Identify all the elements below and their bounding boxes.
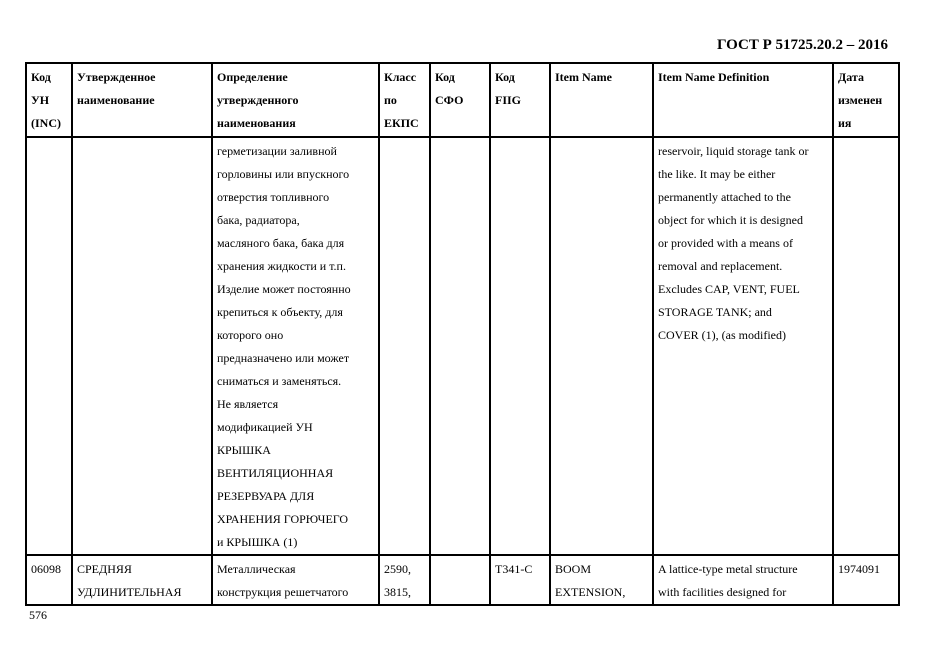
cell-line: the like. It may be either bbox=[658, 167, 776, 181]
cell-line: T341-C bbox=[495, 562, 533, 576]
header-line: Item Name Definition bbox=[658, 70, 770, 84]
cell-item-name-definition bbox=[653, 137, 833, 555]
cell-line: 3815, bbox=[384, 585, 411, 599]
cell-line: хранения жидкости и т.п. bbox=[217, 259, 346, 273]
header-line: Код bbox=[495, 70, 515, 84]
column-header-ekps-class bbox=[379, 63, 430, 137]
cell-line: и КРЫШКА (1) bbox=[217, 535, 298, 549]
cell-line: конструкция решетчатого bbox=[217, 585, 349, 599]
table-header-row bbox=[26, 63, 899, 137]
cell-line: 1974091 bbox=[838, 562, 880, 576]
cell-line: ВЕНТИЛЯЦИОННАЯ bbox=[217, 466, 334, 480]
cell-line: or provided with a means of bbox=[658, 236, 793, 250]
header-line: Код bbox=[31, 70, 51, 84]
cell-inc bbox=[26, 555, 72, 605]
cell-line: COVER (1), (as modified) bbox=[658, 328, 786, 342]
header-line: Код bbox=[435, 70, 455, 84]
cell-line: A lattice-type metal structure bbox=[658, 562, 798, 576]
cell-line: модификацией УН bbox=[217, 420, 313, 434]
cell-line: 2590, bbox=[384, 562, 411, 576]
cell-item-name bbox=[550, 555, 653, 605]
cell-line: горловины или впускного bbox=[217, 167, 350, 181]
cell-line: reservoir, liquid storage tank or bbox=[658, 144, 809, 158]
cell-change-date bbox=[833, 137, 899, 555]
cell-definition-ru bbox=[212, 137, 379, 555]
cell-fiig-code bbox=[490, 137, 550, 555]
cell-line: сниматься и заменяться. bbox=[217, 374, 342, 388]
header-line: наименования bbox=[217, 116, 296, 130]
cell-line: with facilities designed for bbox=[658, 585, 787, 599]
cell-sfo-code bbox=[430, 137, 490, 555]
cell-line: Металлическая bbox=[217, 562, 296, 576]
cell-inc bbox=[26, 137, 72, 555]
header-line: ия bbox=[838, 116, 852, 130]
header-line: Класс bbox=[384, 70, 417, 84]
cell-line: СРЕДНЯЯ bbox=[77, 562, 132, 576]
cell-line: которого оно bbox=[217, 328, 284, 342]
cell-line: permanently attached to the bbox=[658, 190, 791, 204]
cell-change-date bbox=[833, 555, 899, 605]
cell-approved-name bbox=[72, 137, 212, 555]
cell-line: УДЛИНИТЕЛЬНАЯ bbox=[77, 585, 182, 599]
table-row bbox=[26, 555, 899, 605]
column-header-item-name-definition bbox=[653, 63, 833, 137]
table-row bbox=[26, 137, 899, 555]
column-header-change-date bbox=[833, 63, 899, 137]
cell-line: STORAGE TANK; and bbox=[658, 305, 772, 319]
column-header-approved-name bbox=[72, 63, 212, 137]
cell-line: removal and replacement. bbox=[658, 259, 783, 273]
cell-definition-ru bbox=[212, 555, 379, 605]
cell-line: Изделие может постоянно bbox=[217, 282, 351, 296]
cell-line: object for which it is designed bbox=[658, 213, 803, 227]
header-line: по bbox=[384, 93, 397, 107]
header-line: изменен bbox=[838, 93, 883, 107]
cell-approved-name bbox=[72, 555, 212, 605]
column-header-fiig-code bbox=[490, 63, 550, 137]
cell-ekps-class bbox=[379, 555, 430, 605]
header-line: Определение bbox=[217, 70, 288, 84]
cell-item-name-definition bbox=[653, 555, 833, 605]
cell-line: предназначено или может bbox=[217, 351, 350, 365]
cell-line: ХРАНЕНИЯ ГОРЮЧЕГО bbox=[217, 512, 349, 526]
column-header-inc bbox=[26, 63, 72, 137]
header-line: Утвержденное bbox=[77, 70, 156, 84]
cell-ekps-class bbox=[379, 137, 430, 555]
cell-line: крепиться к объекту, для bbox=[217, 305, 343, 319]
header-line: наименование bbox=[77, 93, 155, 107]
header-line: Item Name bbox=[555, 70, 612, 84]
cell-fiig-code bbox=[490, 555, 550, 605]
cell-line: отверстия топливного bbox=[217, 190, 330, 204]
cell-line: EXTENSION, bbox=[555, 585, 626, 599]
cell-line: герметизации заливной bbox=[217, 144, 337, 158]
column-header-definition-ru bbox=[212, 63, 379, 137]
cell-line: КРЫШКА bbox=[217, 443, 271, 457]
cell-line: BOOM bbox=[555, 562, 592, 576]
cell-line: РЕЗЕРВУАРА ДЛЯ bbox=[217, 489, 315, 503]
header-line: ЕКПС bbox=[384, 116, 419, 130]
header-line: УН bbox=[31, 93, 50, 107]
header-line: Дата bbox=[838, 70, 864, 84]
header-line: FIIG bbox=[495, 93, 522, 107]
cell-item-name bbox=[550, 137, 653, 555]
cell-sfo-code bbox=[430, 555, 490, 605]
column-header-item-name bbox=[550, 63, 653, 137]
cell-line: масляного бака, бака для bbox=[217, 236, 345, 250]
cell-line: Не является bbox=[217, 397, 279, 411]
document-header: ГОСТ Р 51725.20.2 – 2016 bbox=[716, 37, 888, 53]
column-header-sfo-code bbox=[430, 63, 490, 137]
header-line: СФО bbox=[435, 93, 464, 107]
page-number: 576 bbox=[29, 608, 47, 622]
cell-line: 06098 bbox=[31, 562, 61, 576]
cell-line: бака, радиатора, bbox=[217, 213, 300, 227]
cell-line: Excludes CAP, VENT, FUEL bbox=[658, 282, 800, 296]
header-line: (INC) bbox=[31, 116, 61, 130]
nomenclature-table bbox=[25, 62, 900, 606]
header-line: утвержденного bbox=[217, 93, 299, 107]
